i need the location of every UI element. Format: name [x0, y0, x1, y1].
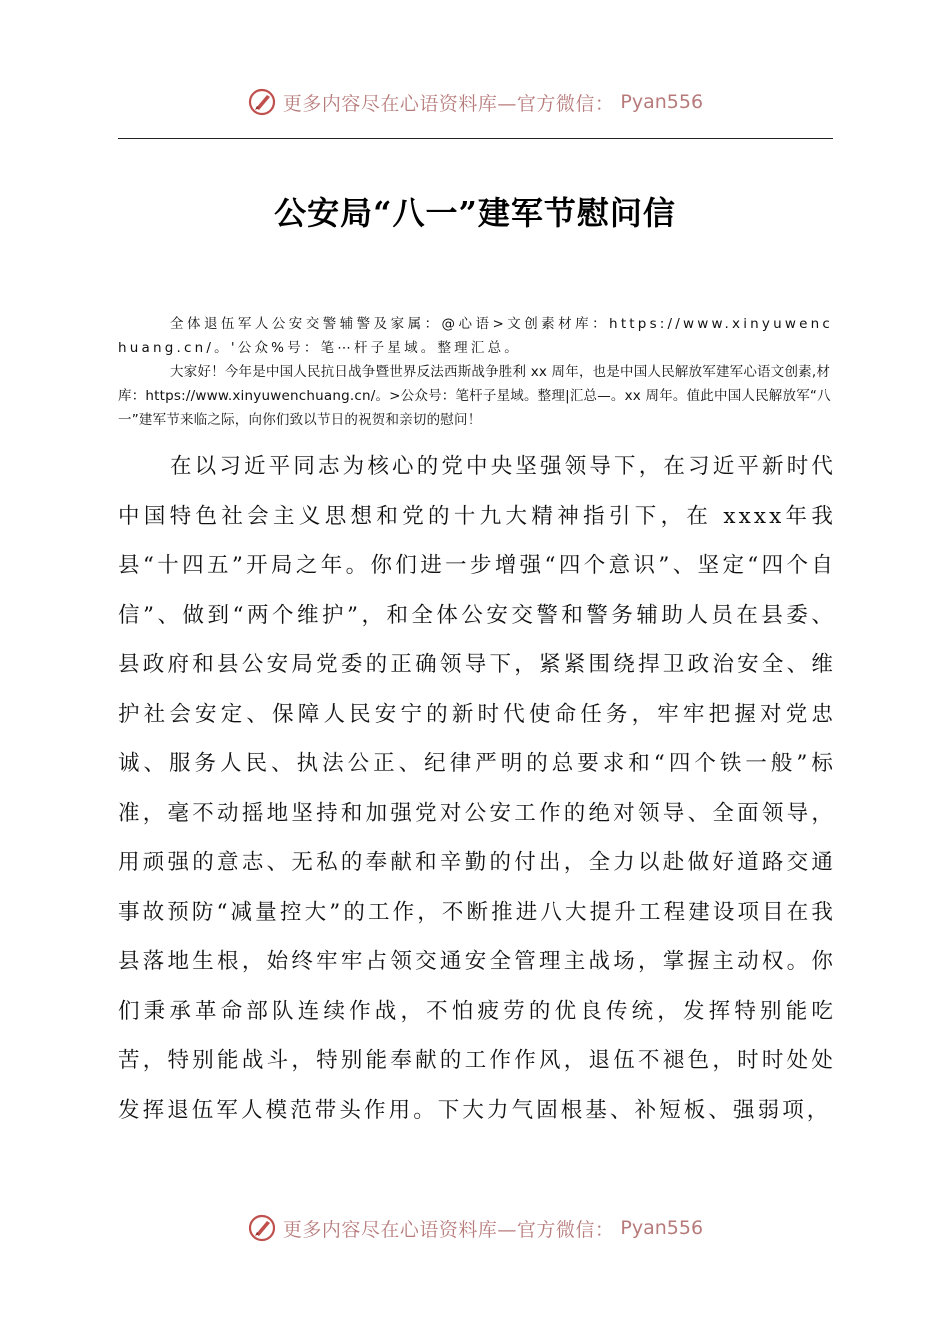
header-banner-wechat-id: Pyan556: [620, 91, 704, 113]
footer-banner-wechat-id: Pyan556: [620, 1217, 704, 1239]
intro-paragraph-1: 全体退伍军人公安交警辅警及家属：@心语>文创素材库：https://www.xinyuwenchuang.cn/。'公众%号：笔⋯杆子星域。整理汇总。: [118, 316, 833, 356]
footer-banner-text: 更多内容尽在心语资料库—官方微信：: [282, 1218, 615, 1241]
pen-logo-icon: [247, 1213, 277, 1243]
header-divider: [118, 138, 833, 139]
header-banner: [0, 82, 950, 122]
document-title: 公安局“八一”建军节慰问信: [274, 194, 676, 232]
pen-logo-icon: [247, 87, 277, 117]
intro-paragraph-2: 大家好！今年是中国人民抗日战争暨世界反法西斯战争胜利 xx 周年，也是中国人民解放军建军心语文创素,材库：https://www.xinyuwenchuang.cn/。>公众号：笔杆子星域。整理|汇总—。xx 周年。值此中国人民解放军“八一”建军节来临之际，向你们致以节日的祝贺和亲切的慰问！: [118, 364, 831, 428]
header-banner-text: 更多内容尽在心语资料库—官方微信：: [282, 92, 615, 115]
footer-banner: [0, 1208, 950, 1248]
body-paragraph: 在以习近平同志为核心的党中央坚强领导下，在习近平新时代中国特色社会主义思想和党的十九大精神指引下，在 xxxx年我县“十四五”开局之年。你们进一步增强“四个意识”、坚定“四个自信”、做到“两个维护”，和全体公安交警和警务辅助人员在县委、县政府和县公安局党委的正确领导下，紧紧围绕捍卫政治安全、维护社会安定、保障人民安宁的新时代使命任务，牢牢把握对党忠诚、服务人民、执法公正、纪律严明的总要求和“四个铁一般”标准，毫不动摇地坚持和加强党对公安工作的绝对领导、全面领导，用顽强的意志、无私的奉献和辛勤的付出，全力以赴做好道路交通事故预防“减量控大”的工作，不断推进八大提升工程建设项目在我县落地生根，始终牢牢占领交通安全管理主战场，掌握主动权。你们秉承革命部队连续作战，不怕疲劳的优良传统，发挥特别能吃苦，特别能战斗，特别能奉献的工作作风，退伍不褪色，时时处处发挥退伍军人模范带头作用。下大力气固根基、补短板、强弱项，: [118, 454, 836, 1123]
